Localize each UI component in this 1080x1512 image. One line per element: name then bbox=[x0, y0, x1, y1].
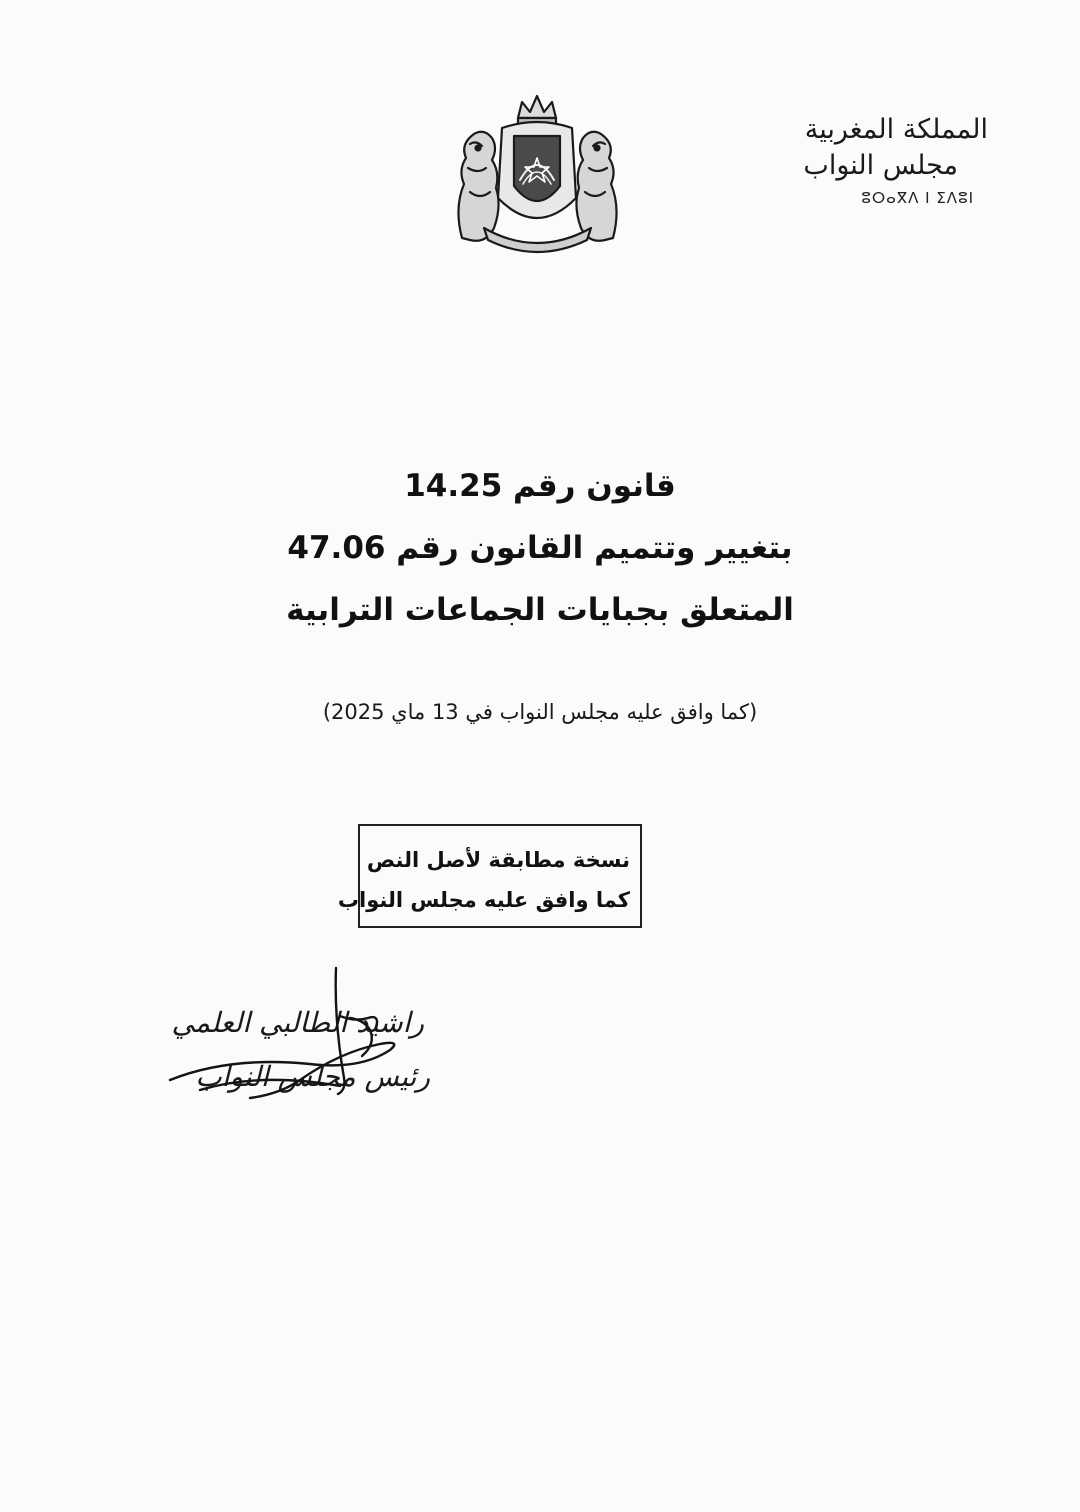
institution-header bbox=[728, 112, 988, 212]
signature-block bbox=[140, 960, 460, 1120]
coat-of-arms-emblem bbox=[440, 88, 635, 258]
stamp-line-1: نسخة مطابقة لأصل النص bbox=[366, 848, 630, 872]
signatory-name: راشيد الطالبي العلمي bbox=[171, 1006, 424, 1039]
handwritten-signature bbox=[140, 960, 460, 1120]
law-scope: المتعلق بجبايات الجماعات الترابية bbox=[286, 592, 794, 628]
approval-note: (كما وافق عليه مجلس النواب في 13 ماي 2025) bbox=[322, 700, 758, 724]
signatory-role: رئيس مجلس النواب bbox=[195, 1060, 430, 1093]
stamp-line-2: كما وافق عليه مجلس النواب bbox=[337, 888, 630, 912]
law-subject: بتغيير وتتميم القانون رقم 47.06 bbox=[287, 530, 793, 566]
kingdom-name: المملكة المغربية bbox=[804, 114, 988, 145]
certification-stamp bbox=[337, 824, 642, 928]
law-number: قانون رقم 14.25 bbox=[404, 468, 676, 504]
parliament-name-tifinagh: ⵓⵔⴰⴳⴷ ⵏ ⵉⴷⵓⵏ bbox=[861, 189, 974, 207]
parliament-name: مجلس النواب bbox=[803, 150, 958, 181]
law-title bbox=[140, 455, 940, 641]
